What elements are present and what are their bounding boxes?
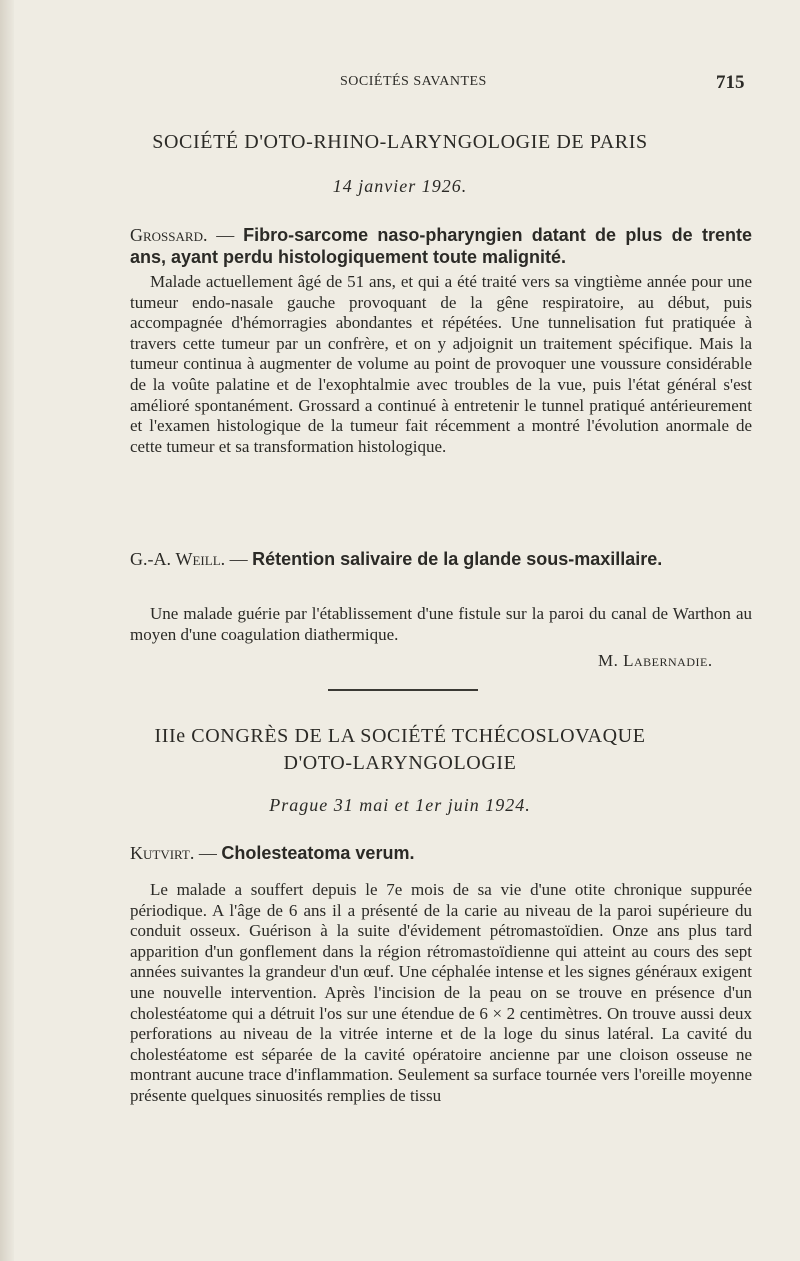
separator-dash: — (207, 225, 244, 245)
section2-item1-heading (130, 842, 752, 864)
running-title: SOCIÉTÉS SAVANTES (340, 74, 487, 89)
separator-dash: — (225, 549, 253, 569)
section1-item2-heading (130, 548, 752, 570)
section2-item1-body: Le malade a souffert depuis le 7e mois de sa vie d'une otite chronique suppurée périodique. A l'âge de 6 ans il a présenté de la carie au niveau de la paroi supérieure du conduit osseux. Guérison à la suite d'évidement pétromastoïdien. Onze ans plus tard apparition d'un gonflement dans la région rétromastoïdienne qui atteint au cours des sept années suivantes la grandeur d'un œuf. Une céphalée intense et les signes généraux exigent une nouvelle intervention. Après l'incision de la peau on se trouve en présence d'un cholestéatome qui a détruit l'os sur une étendue de 6 × 2 centimètres. On trouve aussi deux perforations au niveau de la vitrée interne et de la loge du sinus latéral. La cavité du cholestéatome est séparée de la cavité opératoire ancienne par une cloison osseuse ne montrant aucune trace d'inflammation. Seulement sa surface tournée vers l'oreille moyenne présente quelques sinuosités remplies de tissu (130, 880, 752, 1105)
author-initials: G.-A. (130, 549, 176, 569)
page-number: 715 (716, 72, 745, 93)
communication-title: Rétention salivaire de la glande sous-maxillaire. (252, 549, 663, 569)
section1-item1-heading (130, 224, 752, 268)
section-divider (328, 689, 478, 691)
section1-date: 14 janvier 1926. (332, 176, 468, 196)
signature: M. Labernadie. (598, 651, 713, 670)
section1-item1-body: Malade actuellement âgé de 51 ans, et qui a été traité vers sa vingtième année pour une tumeur endo-nasale gauche provoquant de la gêne respiratoire, au début, puis accompagnée d'hémorragies abondantes et répétées. Une tunnelisation fut pratiquée à travers cette tumeur par un confrère, et on y adjoignit un traitement spécifique. Mais la tumeur continua à augmenter de volume au point de provoquer une voussure considérable de la voûte palatine et de l'exophtalmie avec troubles de la vue, puis l'état général s'est amélioré spontanément. Grossard a continué à entretenir le tunnel pratiqué antérieurement et l'examen histologique de la tumeur fait récemment a montré l'évolution anormale de cette tumeur et sa transformation histologique. (130, 272, 752, 456)
author-name: Weill. (175, 549, 226, 569)
separator-dash: — (194, 843, 222, 863)
communication-title: Cholesteatoma verum. (221, 843, 415, 863)
communication-title: Fibro-sarcome naso-pharyngien datant de plus de trente ans, ayant perdu histologiquement toute malignité. (130, 225, 752, 267)
section2-title-line2: D'OTO-LARYNGOLOGIE (283, 752, 517, 774)
author-name: Grossard. (130, 225, 208, 245)
section1-title: SOCIÉTÉ D'OTO-RHINO-LARYNGOLOGIE DE PARIS (152, 131, 648, 153)
section2-date: Prague 31 mai et 1er juin 1924. (269, 795, 531, 815)
section1-item2-body: Une malade guérie par l'établissement d'une fistule sur la paroi du canal de Warthon au moyen d'une coagulation diathermique. (130, 604, 752, 644)
author-name: Kutvirt. (130, 843, 195, 863)
section2-title-line1: IIIe CONGRÈS DE LA SOCIÉTÉ TCHÉCOSLOVAQUE (154, 725, 646, 747)
